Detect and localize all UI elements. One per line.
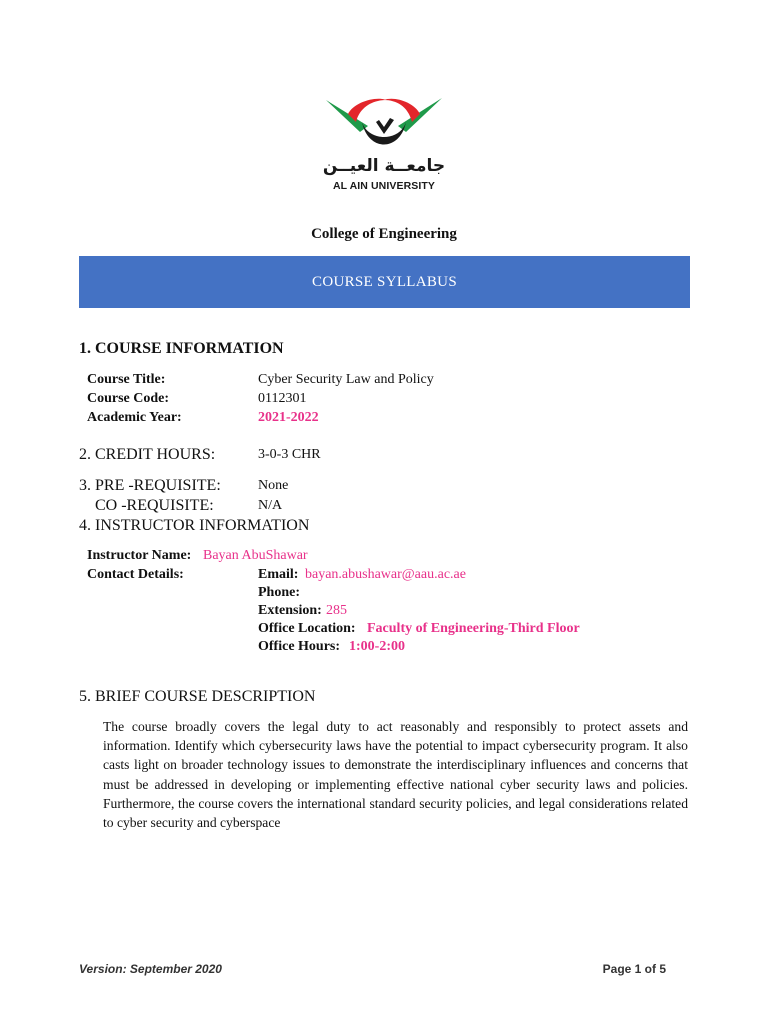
extension-label: Extension: — [258, 603, 322, 618]
prerequisite-value: None — [258, 478, 289, 493]
course-code-value: 0112301 — [258, 391, 307, 406]
description-line: cyber security laws and policies. Furthermore, the course covers the international standard — [103, 776, 688, 811]
contact-details-label: Contact Details: — [87, 567, 184, 582]
office-hours-value: 1:00-2:00 — [349, 639, 405, 654]
phone-label: Phone: — [258, 585, 300, 600]
office-hours-label: Office Hours: — [258, 639, 341, 654]
logo-arabic-name: جامعــة العيــن — [322, 156, 446, 176]
college-name: College of Engineering — [311, 226, 457, 242]
office-location-value: Faculty of Engineering-Third Floor — [367, 621, 580, 636]
description-line: information. Identify which cybersecurity laws have the potential to impact cybersecurity — [103, 738, 597, 754]
credit-hours-value: 3-0-3 CHR — [258, 447, 321, 462]
academic-year-label: Academic Year: — [87, 410, 182, 425]
section-heading-prerequisite: 3. PRE -REQUISITE: — [79, 477, 221, 494]
course-title-value: Cyber Security Law and Policy — [258, 372, 434, 387]
description-line: The course broadly covers the legal duty to act reasonably and responsibly to protect assets and — [103, 719, 688, 734]
instructor-name-value: Bayan AbuShawar — [203, 548, 308, 563]
course-title-label: Course Title: — [87, 372, 166, 387]
extension-value: 285 — [326, 603, 347, 618]
corequisite-label: CO -REQUISITE: — [95, 497, 214, 514]
description-line: influences and concerns that must be addressed in developing or implementing effective national — [103, 757, 688, 792]
section-heading-course-description: 5. BRIEF COURSE DESCRIPTION — [79, 688, 316, 705]
section-heading-credit-hours: 2. CREDIT HOURS: — [79, 446, 216, 463]
email-value[interactable]: bayan.abushawar@aau.ac.ae — [305, 567, 466, 582]
logo-english-name: AL AIN UNIVERSITY — [332, 180, 436, 192]
logo-emblem-icon — [318, 92, 450, 156]
course-code-label: Course Code: — [87, 391, 170, 406]
footer-page-number: Page 1 of 5 — [602, 962, 666, 976]
office-location-label: Office Location: — [258, 621, 356, 636]
syllabus-banner: COURSE SYLLABUS — [79, 256, 690, 308]
course-description — [103, 717, 688, 832]
description-line: program. It also casts light on broader technology issues to demonstrate the interdisciplinary — [103, 738, 688, 773]
university-logo — [318, 92, 450, 204]
academic-year-value: 2021-2022 — [258, 410, 319, 425]
corequisite-value: N/A — [258, 498, 283, 513]
section-heading-instructor-information: 4. INSTRUCTOR INFORMATION — [79, 517, 310, 534]
instructor-name-label: Instructor Name: — [87, 548, 192, 563]
email-label: Email: — [258, 567, 299, 582]
footer-version: Version: September 2020 — [79, 962, 222, 976]
description-line: security policies, and legal considerations related to cyber security and cyberspace — [103, 795, 688, 831]
section-heading-course-information: 1. COURSE INFORMATION — [79, 340, 284, 357]
